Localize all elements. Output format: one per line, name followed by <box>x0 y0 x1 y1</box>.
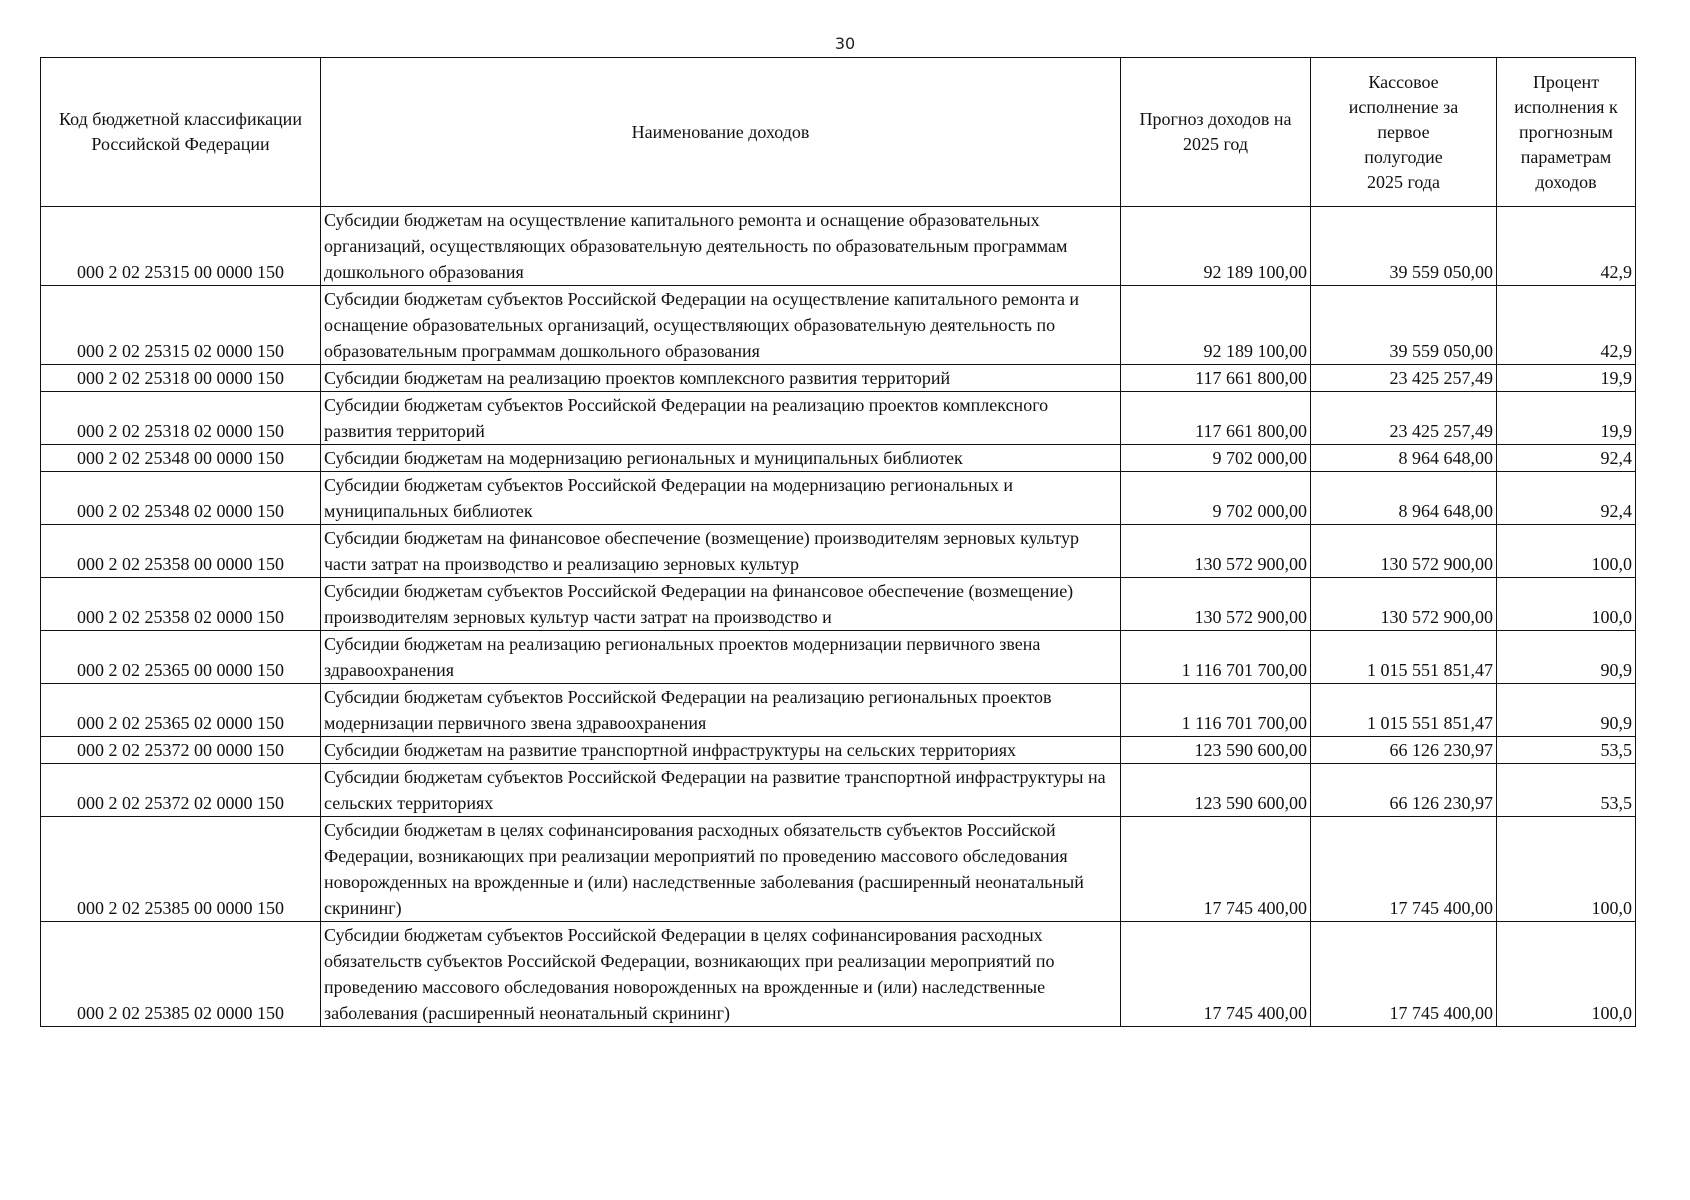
table-row <box>41 525 1636 578</box>
row-code: 000 2 02 25372 02 0000 150 <box>41 764 321 817</box>
header-row <box>41 58 1636 207</box>
row-name <box>321 922 1121 1027</box>
row-name-text: Субсидии бюджетам на реализацию региональных проектов модернизации первичного звена здравоохранения <box>324 634 1041 680</box>
row-code: 000 2 02 25315 00 0000 150 <box>41 207 321 286</box>
row-execution: 23 425 257,49 <box>1311 392 1497 445</box>
row-name <box>321 737 1121 764</box>
row-execution: 66 126 230,97 <box>1311 737 1497 764</box>
table-row <box>41 631 1636 684</box>
row-execution: 39 559 050,00 <box>1311 286 1497 365</box>
table-row <box>41 578 1636 631</box>
row-name <box>321 817 1121 922</box>
row-code: 000 2 02 25372 00 0000 150 <box>41 737 321 764</box>
row-execution: 17 745 400,00 <box>1311 922 1497 1027</box>
row-name-text: Субсидии бюджетам субъектов Российской Федерации на финансовое обеспечение (возмещение) производителям зерновых культур части затрат на производство и <box>324 581 1074 627</box>
row-name-text: Субсидии бюджетам субъектов Российской Федерации на реализацию региональных проектов модернизации первичного звена здравоохранения <box>324 687 1052 733</box>
row-name-text: Субсидии бюджетам субъектов Российской Федерации на модернизацию региональных и муниципальных библиотек <box>324 475 1013 521</box>
row-name <box>321 286 1121 365</box>
row-name-text: Субсидии бюджетам на реализацию проектов комплексного развития территорий <box>324 368 951 388</box>
row-percent: 19,9 <box>1497 392 1636 445</box>
row-execution: 8 964 648,00 <box>1311 445 1497 472</box>
row-forecast: 9 702 000,00 <box>1121 445 1311 472</box>
row-name-text: Субсидии бюджетам на развитие транспортной инфраструктуры на сельских территориях <box>324 740 1016 760</box>
row-forecast: 17 745 400,00 <box>1121 817 1311 922</box>
row-percent: 19,9 <box>1497 365 1636 392</box>
table-header <box>41 58 1636 207</box>
row-percent: 90,9 <box>1497 631 1636 684</box>
table-row <box>41 684 1636 737</box>
row-execution: 66 126 230,97 <box>1311 764 1497 817</box>
row-code: 000 2 02 25318 02 0000 150 <box>41 392 321 445</box>
row-code: 000 2 02 25358 02 0000 150 <box>41 578 321 631</box>
table-row <box>41 764 1636 817</box>
row-name <box>321 365 1121 392</box>
header-execution: Кассовое исполнение за первое полугодие 2025 года <box>1311 58 1497 207</box>
row-execution: 17 745 400,00 <box>1311 817 1497 922</box>
table-row <box>41 737 1636 764</box>
row-percent: 92,4 <box>1497 472 1636 525</box>
row-forecast: 123 590 600,00 <box>1121 737 1311 764</box>
row-name <box>321 472 1121 525</box>
table-row <box>41 207 1636 286</box>
row-name <box>321 764 1121 817</box>
row-name-text: Субсидии бюджетам на модернизацию региональных и муниципальных библиотек <box>324 448 963 468</box>
row-code: 000 2 02 25385 02 0000 150 <box>41 922 321 1027</box>
row-code: 000 2 02 25365 00 0000 150 <box>41 631 321 684</box>
row-execution: 39 559 050,00 <box>1311 207 1497 286</box>
row-forecast: 92 189 100,00 <box>1121 286 1311 365</box>
row-code: 000 2 02 25358 00 0000 150 <box>41 525 321 578</box>
row-percent: 100,0 <box>1497 525 1636 578</box>
row-code: 000 2 02 25315 02 0000 150 <box>41 286 321 365</box>
header-percent: Процент исполнения к прогнозным параметрам доходов <box>1497 58 1636 207</box>
row-name <box>321 392 1121 445</box>
revenue-table <box>40 57 1636 1027</box>
row-name <box>321 445 1121 472</box>
header-code: Код бюджетной классификации Российской Федерации <box>41 58 321 207</box>
page-number: 30 <box>834 34 856 53</box>
row-forecast: 1 116 701 700,00 <box>1121 684 1311 737</box>
row-execution: 1 015 551 851,47 <box>1311 684 1497 737</box>
row-code: 000 2 02 25318 00 0000 150 <box>41 365 321 392</box>
row-name-text: Субсидии бюджетам субъектов Российской Федерации на реализацию проектов комплексного развития территорий <box>324 395 1049 441</box>
row-percent: 53,5 <box>1497 737 1636 764</box>
row-code: 000 2 02 25348 00 0000 150 <box>41 445 321 472</box>
header-forecast: Прогноз доходов на 2025 год <box>1121 58 1311 207</box>
row-forecast: 117 661 800,00 <box>1121 392 1311 445</box>
row-execution: 130 572 900,00 <box>1311 525 1497 578</box>
row-percent: 100,0 <box>1497 578 1636 631</box>
header-name: Наименование доходов <box>321 58 1121 207</box>
row-name <box>321 684 1121 737</box>
row-code: 000 2 02 25348 02 0000 150 <box>41 472 321 525</box>
row-name-text: Субсидии бюджетам в целях софинансирования расходных обязательств субъектов Российской Федерации, возникающих при реализации мероприятий по проведению массового обследования новорожденных на врожденные и (или) наследственные заболевания (расширенный неонатальный скрининг) <box>324 820 1084 918</box>
table-row <box>41 445 1636 472</box>
row-forecast: 17 745 400,00 <box>1121 922 1311 1027</box>
table-row <box>41 817 1636 922</box>
table-row <box>41 365 1636 392</box>
row-forecast: 1 116 701 700,00 <box>1121 631 1311 684</box>
row-percent: 100,0 <box>1497 922 1636 1027</box>
row-name <box>321 207 1121 286</box>
table-row <box>41 472 1636 525</box>
row-forecast: 92 189 100,00 <box>1121 207 1311 286</box>
row-name-text: Субсидии бюджетам на осуществление капитального ремонта и оснащение образовательных организаций, осуществляющих образовательную деятельность по образовательным программам дошкольного образования <box>324 210 1068 282</box>
row-name-text: Субсидии бюджетам на финансовое обеспечение (возмещение) производителям зерновых культур части затрат на производство и реализацию зерновых культур <box>324 528 1079 574</box>
row-percent: 42,9 <box>1497 286 1636 365</box>
row-percent: 100,0 <box>1497 817 1636 922</box>
row-execution: 130 572 900,00 <box>1311 578 1497 631</box>
row-name-text: Субсидии бюджетам субъектов Российской Федерации на осуществление капитального ремонта и оснащение образовательных организаций, осуществляющих образовательную деятельность по образовательным программам дошкольного образования <box>324 289 1080 361</box>
row-forecast: 9 702 000,00 <box>1121 472 1311 525</box>
table-row <box>41 286 1636 365</box>
row-code: 000 2 02 25365 02 0000 150 <box>41 684 321 737</box>
table-row <box>41 392 1636 445</box>
row-percent: 92,4 <box>1497 445 1636 472</box>
row-forecast: 130 572 900,00 <box>1121 525 1311 578</box>
row-code: 000 2 02 25385 00 0000 150 <box>41 817 321 922</box>
row-name-text: Субсидии бюджетам субъектов Российской Федерации на развитие транспортной инфраструктуры на сельских территориях <box>324 767 1106 813</box>
row-name <box>321 525 1121 578</box>
row-name-text: Субсидии бюджетам субъектов Российской Федерации в целях софинансирования расходных обязательств субъектов Российской Федерации, возникающих при реализации мероприятий по проведению массового обследования новорожденных на врожденные и (или) наследственные заболевания (расширенный неонатальный скрининг) <box>324 925 1055 1023</box>
row-forecast: 117 661 800,00 <box>1121 365 1311 392</box>
row-percent: 90,9 <box>1497 684 1636 737</box>
row-execution: 23 425 257,49 <box>1311 365 1497 392</box>
row-name <box>321 578 1121 631</box>
row-forecast: 130 572 900,00 <box>1121 578 1311 631</box>
row-execution: 1 015 551 851,47 <box>1311 631 1497 684</box>
table-row <box>41 922 1636 1027</box>
row-forecast: 123 590 600,00 <box>1121 764 1311 817</box>
row-execution: 8 964 648,00 <box>1311 472 1497 525</box>
table-body <box>41 207 1636 1027</box>
row-percent: 53,5 <box>1497 764 1636 817</box>
row-percent: 42,9 <box>1497 207 1636 286</box>
row-name <box>321 631 1121 684</box>
